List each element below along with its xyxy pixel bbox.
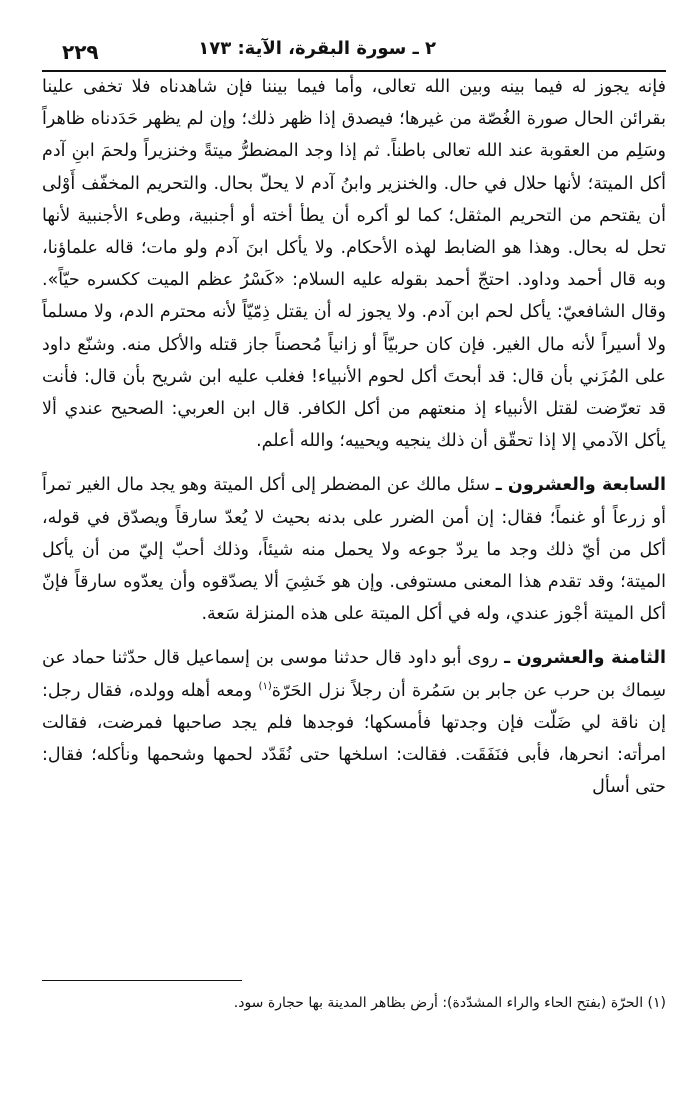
page-header: [42, 28, 666, 68]
paragraph-text-continued: ومعه أهله وولده، فقال رجل: إن ناقة لي ضَلّت فإن وجدتها فأمسكها؛ فوجدها فلم يجد صاحبها فمرضت، فقالت امرأته: انحرها، فأبى فنَفَقَت. فقالت: اسلخها حتى نُقَدّد لحمها وشحمها ونأكله؛ فقال: حتى أسأل: [42, 680, 666, 798]
paragraph-text: سئل مالك عن المضطر إلى أكل الميتة وهو يجد مال الغير تمراً أو زرعاً أو غنماً؛ فقال: إن أمن الضرر على بدنه بحيث لا يُعدّ سارقاً ويصدّق في قوله، أكل من أيّ ذلك وجد ما يردّ جوعه ولا يحمل منه شيئاً، وذلك أحبّ إليّ من أن يأكل الميتة؛ وقد تقدم هذا المعنى مستوفى. وإن هو خَشِيَ ألا يصدّقوه وأن يعدّوه سارقاً فإنّ أكل الميتة أجْوز عندي، وله في أكل الميتة على هذه المنزلة سَعة.: [42, 475, 666, 625]
paragraph-issue-28: [42, 642, 666, 803]
paragraph-text: فإنه يجوز له فيما بينه وبين الله تعالى، وأما فيما بيننا فإن شاهدناه فلا تخفى علينا بقرائن الحال صورة الغُصّة من غيرها؛ فيصدق إذا ظهر ذلك؛ وإن لم يظهر حَدَدناه ظاهراً وسَلِم من العقوبة عند الله تعالى باطناً. ثم إذا وجد المضطرُّ ميتةً وخنزيراً ولحمَ ابنِ آدم أكل الميتة؛ لأنها حلال في حال. والخنزير وابنُ آدم لا يحلّ بحال. والتحريم المخفّف أَوْلى أن يقتحم من التحريم المثقل؛ كما لو أكره أن يطأ أخته أو أجنبية، وطىء الأجنبية لأنها تحل له بحال. وهذا هو الضابط لهذه الأحكام. ولا يأكل ابنَ آدم ولو مات؛ قاله علماؤنا، وبه قال أحمد وداود. احتجّ أحمد بقوله عليه السلام: «كَسْرُ عظم الميت ككسره حيّاً». وقال الشافعيّ: يأكل لحم ابن آدم. ولا يجوز له أن يقتل ذِمّيّاً لأنه محترم الدم، ولا مسلماً ولا أسيراً لأنه مال الغير. فإن كان حربيّاً أو زانياً مُحصناً جاز قتله والأكل منه. وشنّع داود على المُزَني بأن قال: قد أبحتَ أكل لحوم الأنبياء! فغلب عليه ابن شريح بأن قال: فأنت قد تعرّضت لقتل الأنبياء إذ منعتهم من أكل الكافر. قال ابن العربي: الصحيح عندي ألا يأكل الآدمي إلا إذا تحقّق أن ذلك ينجيه ويحييه؛ والله أعلم.: [42, 77, 666, 452]
paragraph-continuation: [42, 71, 666, 457]
issue-heading: السابعة والعشرون ـ: [495, 475, 666, 496]
paragraph-text: روى أبو داود قال حدثنا موسى بن إسماعيل قال حدّثنا حماد عن سِماك بن حرب عن جابر بن سَمُرة أن رجلاً نزل الحَرّة: [42, 648, 666, 701]
running-title: ٢ ـ سورة البقرة، الآية: ١٧٣: [198, 38, 436, 59]
footnote: (١) الحرّة (بفتح الحاء والراء المشدّدة): أرض بظاهر المدينة بها حجارة سود.: [233, 995, 666, 1011]
footnote-reference: (١): [258, 680, 272, 692]
paragraph-issue-27: [42, 469, 666, 630]
page-number: ٢٢٩: [62, 40, 99, 64]
footnote-divider: [42, 980, 242, 981]
header-divider: [42, 70, 666, 72]
issue-heading: الثامنة والعشرون ـ: [504, 648, 666, 669]
book-page: [42, 28, 666, 1068]
